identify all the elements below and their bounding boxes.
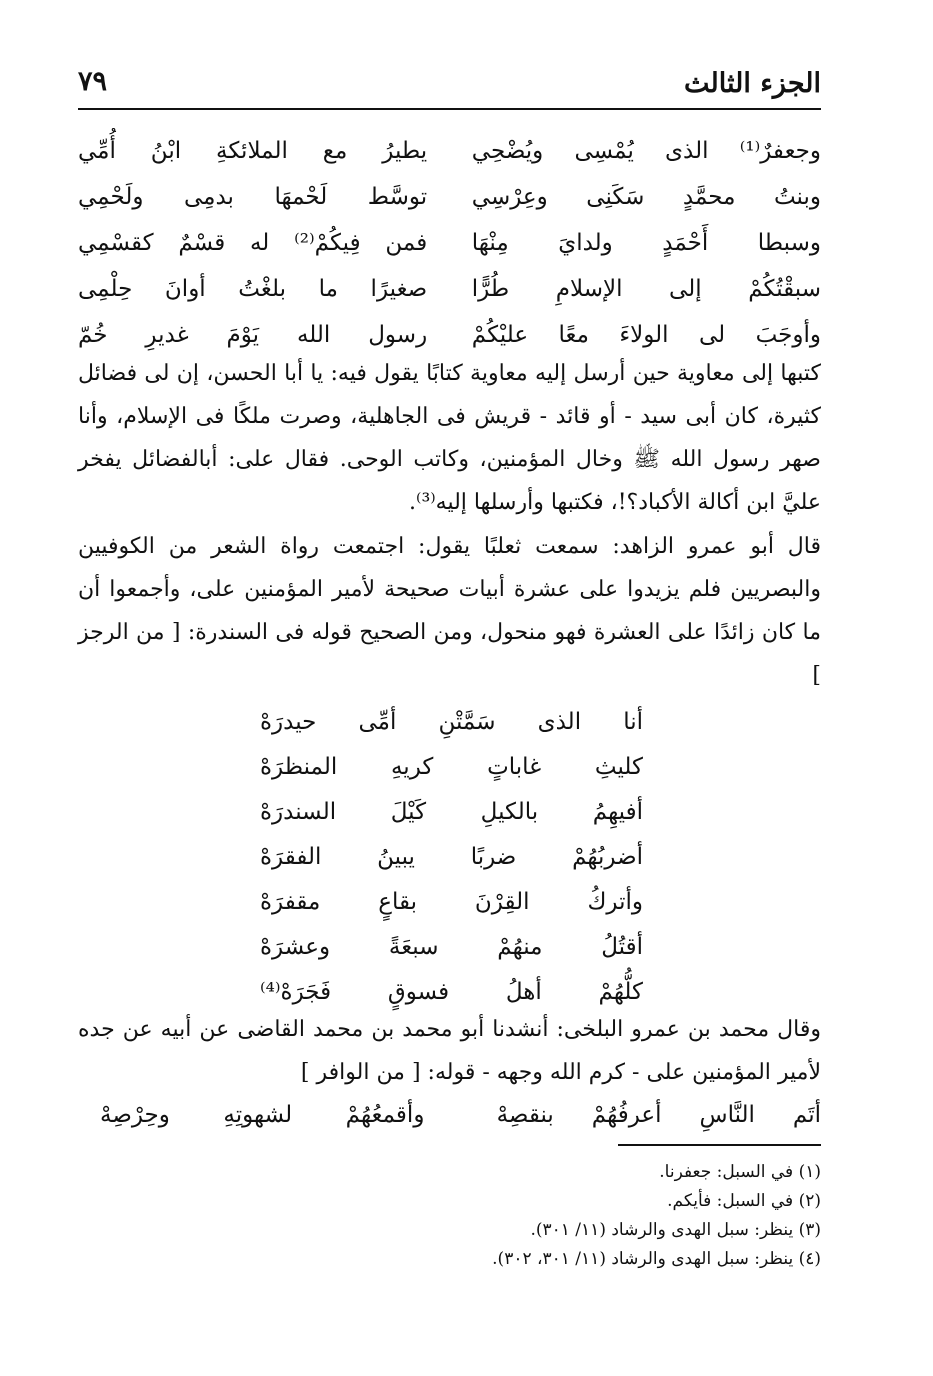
verse-first-hemistich: وبنتُ محمَّدٍ سَكَنِى وعِرْسِي [471,184,821,210]
paragraph-muawiya [78,352,821,524]
rajaz-line: كليثِ غاباتٍ كريهِ المنظرَهْ [260,754,643,780]
paragraph-thalab [78,525,821,697]
poem-rajaz [260,700,643,1015]
verse-second-hemistich: فمن فِيكُمْ⁽²⁾ له قسْمٌ كقسْمِي [78,230,428,256]
verse-first-hemistich: وأوجَبَ لى الولاءَ معًا عليْكُمْ [471,322,821,348]
paragraph-text: وقال محمد بن عمرو البلخى: أنشدنا أبو محمد بن محمد القاضى عن أبيه عن جده لأمير المؤمنين على - كرم الله وجهه - قوله: [ من الوافر ] [78,1017,821,1085]
page-header [78,60,821,110]
paragraph-text: كتبها إلى معاوية حين أرسل إليه معاوية كتابًا يقول فيه: يا أبا الحسن، إن لى فضائل كثيرة، كان أبى سيد - أو قائد - قريش فى الجاهلية، وصرت ملكًا فى الإسلام، وأنا صهر رسول الله ﷺ وخال المؤمنين، وكاتب الوحى. فقال على: أبالفضائل يفخر عليَّ ابن أكالة الأكباد؟!، فكتبها وأرسلها إليه⁽³⁾. [78,361,821,515]
footnote: (٢) في السبل: فأيكم. [667,1191,821,1211]
verse-second-hemistich: يطيرُ مع الملائكةِ ابْنُ أُمِّي [78,138,428,164]
rajaz-line: أفيهِمُ بالكيلِ كَيْلَ السندرَهْ [260,799,643,825]
paragraph-balkhi [78,1008,821,1094]
rajaz-line: وأتركُ القِرْنَ بقاعٍ مقفرَهْ [260,889,643,915]
verse-line [78,174,821,220]
footnote: (١) في السبل: جعفرنا. [659,1162,821,1182]
footnote: (٤) ينظر: سبل الهدى والرشاد (١١/ ٣٠١، ٣٠٢). [492,1249,821,1269]
footnote: (٣) ينظر: سبل الهدى والرشاد (١١/ ٣٠١). [530,1220,821,1240]
verse-line [78,220,821,266]
rajaz-line: أضربُهُمْ ضربًا يبينُ الفقرَهْ [260,844,643,870]
verse-first-hemistich: سبقْتُكُمْ إلى الإسلامِ طُرًّا [471,276,821,302]
running-title: الجزء الثالث [684,68,821,99]
poem-mimiyya [78,128,821,358]
verse-first-hemistich: وجعفرٌ⁽¹⁾ الذى يُمْسِى ويُضْحِي [471,138,821,164]
poem-wafir [100,1092,821,1138]
verse-second-hemistich: رسول الله يَوْمَ غديرِ خُمّ [78,322,428,348]
verse-line [78,128,821,174]
verse-line [78,266,821,312]
verse-second-hemistich: صغيرًا ما بلغْتُ أوانَ حِلْمِى [78,276,428,302]
page-number: ٧٩ [78,66,108,97]
footnotes [78,1158,821,1274]
verse-first-hemistich: وسبطا أَحْمَدٍ ولدايَ مِنْهَا [471,230,821,256]
footnote-separator [618,1144,821,1146]
verse-first-hemistich: أتَم النَّاسِ أعرفُهُمْ بنقصِهْ [496,1102,821,1128]
rajaz-line: كلُّهُمْ أهلُ فسوقٍ فَجَرَهْ⁽⁴⁾ [260,979,643,1005]
paragraph-text: قال أبو عمرو الزاهد: سمعت ثعلبًا يقول: اجتمعت رواة الشعر من الكوفيين والبصريين فلم يزيدوا على عشرة أبيات صحيحة لأمير المؤمنين على، وأجمعوا أن ما كان زائدًا على العشرة فهو منحول، ومن الصحيح قوله فى السندرة: [ من الرجز ] [78,534,821,688]
verse-second-hemistich: توسَّط لَحْمهَا بدمِى ولَحْمِي [78,184,428,210]
rajaz-line: أنا الذى سَمَّتْنِ أمِّى حيدرَهْ [260,709,643,735]
rajaz-line: أقتُلُ منهُمْ سبعَةً وعشرَهْ [260,934,643,960]
verse-second-hemistich: وأقمعُهُمْ لشهوتِهِ وحِرْصِهْ [100,1102,425,1128]
